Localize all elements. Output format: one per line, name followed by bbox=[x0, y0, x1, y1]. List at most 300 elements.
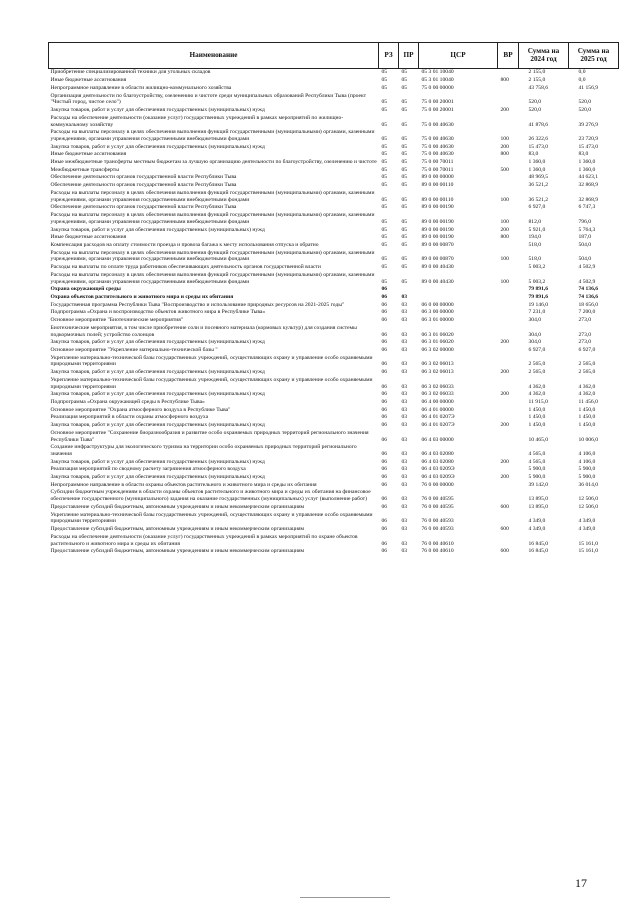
table-row bbox=[49, 548, 619, 556]
row-sum-2024: 2 565,0 bbox=[528, 361, 546, 368]
table-row bbox=[49, 204, 619, 212]
row-sum-2024: 4 362,0 bbox=[528, 391, 546, 398]
row-sum-2025: 5 900,0 bbox=[578, 466, 596, 473]
footer-rule bbox=[300, 897, 390, 898]
row-pr: 03 bbox=[401, 414, 408, 421]
table-row bbox=[49, 264, 619, 272]
row-pr: 03 bbox=[401, 481, 408, 488]
row-name: Закупка товаров, работ и услуг для обеспечения государственных (муниципальных) нужд bbox=[50, 422, 265, 428]
row-pr: 05 bbox=[401, 204, 408, 211]
row-vr bbox=[498, 533, 519, 548]
row-pr: 03 bbox=[401, 317, 408, 323]
row-csr: 75 0 00 40630 bbox=[421, 136, 454, 142]
row-sum-2025: 4 362,0 bbox=[578, 391, 596, 398]
document-page bbox=[48, 42, 618, 556]
row-sum-2025: 273,0 bbox=[578, 317, 592, 323]
row-csr: 06 0 00 00000 bbox=[421, 301, 454, 308]
row-vr bbox=[498, 182, 519, 190]
row-name: Обеспечение деятельности органов государственной власти Республики Тыва bbox=[50, 182, 237, 189]
row-vr bbox=[498, 92, 519, 107]
row-csr: 89 0 00 40430 bbox=[421, 264, 454, 271]
row-pr: 05 bbox=[401, 77, 408, 84]
row-csr: 75 0 00 70011 bbox=[421, 166, 454, 173]
row-name: Укрепление материально-технической базы государственных учреждений, осуществляющих охрану и управление особо охраняемыми природными территориями bbox=[50, 511, 373, 525]
row-name: Государственная программа Республики Тыва "Воспроизводство и использование природных ресурсов на 2021-2025 годы" bbox=[50, 301, 345, 308]
row-sum-2025: 6 747,3 bbox=[578, 204, 596, 211]
row-name: Реализация мероприятий в области охраны атмосферного воздуха bbox=[50, 414, 209, 421]
row-rz: 06 bbox=[381, 331, 388, 338]
row-rz: 05 bbox=[381, 278, 388, 285]
row-sum-2025: 15 161,0 bbox=[578, 548, 599, 555]
row-sum-2025: 32 868,9 bbox=[578, 196, 599, 203]
row-name: Непрограммное направление в области жилищно-коммунального хозяйства bbox=[50, 84, 232, 91]
row-name: Расходы на выплаты персоналу в целях обеспечения выполнения функций государственными (муниципальными) органами, казенными учреждениями, органами управления государственными внебюджетными фондами bbox=[50, 212, 375, 225]
row-name: Закупка товаров, работ и услуг для обеспечения государственных (муниципальных) нужд bbox=[50, 339, 265, 346]
row-vr: 800 bbox=[500, 234, 509, 241]
row-sum-2024: 83,0 bbox=[528, 151, 539, 158]
table-row bbox=[49, 429, 619, 444]
row-rz: 05 bbox=[381, 196, 388, 203]
row-sum-2024: 1 450,0 bbox=[528, 422, 546, 428]
table-row bbox=[49, 166, 619, 174]
row-sum-2024: 10 465,0 bbox=[528, 436, 549, 443]
row-vr bbox=[498, 69, 519, 77]
row-vr bbox=[498, 489, 519, 504]
row-vr: 500 bbox=[500, 166, 509, 173]
row-rz: 06 bbox=[381, 496, 388, 503]
row-name: Расходы на выплаты персоналу в целях обеспечения выполнения функций государственными (муниципальными) органами, казенными учреждениями, органами управления государственными внебюджетными фондами bbox=[50, 249, 375, 263]
row-rz: 06 bbox=[381, 293, 388, 300]
row-pr bbox=[399, 286, 419, 294]
row-name: Закупка товаров, работ и услуг для обеспечения государственных (муниципальных) нужд bbox=[50, 391, 265, 398]
row-name: Предоставление субсидий бюджетным, автономным учреждениям и иным некоммерческим организациям bbox=[50, 503, 305, 510]
row-csr: 06 4 03 02080 bbox=[421, 451, 454, 457]
row-sum-2024: 518,0 bbox=[528, 256, 542, 263]
row-name: Основное мероприятие "Укрепление материально-технической базы " bbox=[50, 346, 218, 353]
table-row bbox=[49, 301, 619, 309]
row-sum-2024: 5 900,0 bbox=[528, 466, 546, 473]
row-sum-2025: 0,0 bbox=[578, 77, 586, 84]
row-rz: 06 bbox=[381, 474, 388, 481]
row-csr: 06 4 01 0207Э bbox=[421, 414, 455, 421]
row-csr: 06 4 03 0209Э bbox=[421, 474, 455, 481]
table-row bbox=[49, 294, 619, 302]
row-rz: 06 bbox=[381, 414, 388, 421]
row-sum-2024: 520,0 bbox=[528, 107, 542, 113]
row-name: Охрана окружающей среды bbox=[50, 286, 121, 293]
row-vr: 600 bbox=[500, 548, 509, 555]
row-pr: 05 bbox=[401, 143, 408, 150]
row-csr: 76 0 00 40593 bbox=[421, 518, 454, 525]
row-sum-2024: 43 758,6 bbox=[528, 84, 549, 91]
row-rz: 06 bbox=[381, 286, 388, 293]
row-vr: 800 bbox=[500, 77, 509, 84]
table-row bbox=[49, 324, 619, 339]
row-pr: 05 bbox=[401, 69, 408, 76]
row-name: Организация деятельности по благоустройству, озеленению и чистоте среди муниципальных образований Республики Тыва (проект "Чистый город, чистое село") bbox=[50, 92, 367, 106]
row-vr bbox=[498, 406, 519, 414]
row-sum-2024: 5 003,2 bbox=[528, 264, 546, 271]
row-name: Обеспечение деятельности органов государственной власти Республики Тыва bbox=[50, 174, 237, 181]
row-vr: 200 bbox=[500, 226, 509, 233]
row-name: Создание инфраструктуры для экологического туризма на территории особо охраняемых природных территорий регионального значения bbox=[50, 444, 357, 457]
row-vr: 200 bbox=[500, 458, 509, 465]
row-pr: 05 bbox=[401, 218, 408, 225]
row-csr: 76 0 00 00000 bbox=[421, 481, 454, 488]
row-sum-2025: 1 360,0 bbox=[578, 166, 596, 173]
row-sum-2025: 6 927,0 bbox=[578, 346, 596, 353]
row-sum-2025: 0,0 bbox=[578, 69, 586, 76]
table-row bbox=[49, 481, 619, 489]
row-sum-2025: 187,0 bbox=[578, 234, 592, 241]
row-sum-2025: 74 136,6 bbox=[578, 286, 599, 293]
row-rz: 05 bbox=[381, 69, 388, 76]
header-csr: ЦСР bbox=[419, 43, 498, 69]
row-sum-2024: 304,0 bbox=[528, 339, 542, 346]
row-sum-2025: 273,0 bbox=[578, 339, 592, 346]
row-name: Основное мероприятие "Сохранение биоразнообразия и развитие особо охраняемых природных территорий регионального значения Республики Тыва" bbox=[50, 429, 369, 443]
row-name: Иные бюджетные ассигнования bbox=[50, 151, 127, 158]
row-sum-2025: 5 764,3 bbox=[578, 226, 596, 233]
row-sum-2025: 23 720,9 bbox=[578, 136, 599, 142]
row-vr bbox=[498, 301, 519, 309]
row-vr: 100 bbox=[500, 196, 509, 203]
row-pr: 03 bbox=[401, 518, 408, 525]
table-row bbox=[49, 474, 619, 482]
row-rz: 06 bbox=[381, 301, 388, 308]
row-sum-2024: 36 521,2 bbox=[528, 196, 549, 203]
table-row bbox=[49, 406, 619, 414]
row-sum-2025: 2 565,0 bbox=[578, 361, 596, 368]
row-csr: 06 3 01 06020 bbox=[421, 339, 454, 346]
row-sum-2025: 12 506,0 bbox=[578, 503, 599, 510]
row-name: Закупка товаров, работ и услуг для обеспечения государственных (муниципальных) нужд bbox=[50, 369, 265, 376]
row-csr: 06 4 03 0209Э bbox=[421, 466, 455, 473]
row-pr: 03 bbox=[401, 391, 408, 398]
row-pr: 05 bbox=[401, 121, 408, 128]
row-vr bbox=[498, 114, 519, 129]
row-rz: 05 bbox=[381, 143, 388, 150]
row-csr: 76 0 00 40595 bbox=[421, 503, 454, 510]
row-sum-2025: 4 349,0 bbox=[578, 526, 596, 533]
row-csr: 89 0 00 00110 bbox=[421, 196, 454, 203]
row-name: Укрепление материально-технической базы государственных учреждений, осуществляющих охрану и управление особо охраняемыми природными территориями bbox=[50, 376, 373, 390]
row-sum-2025: 520,0 bbox=[578, 107, 592, 113]
table-row bbox=[49, 489, 619, 504]
row-pr: 03 bbox=[401, 383, 408, 390]
row-sum-2024: 520,0 bbox=[528, 99, 542, 106]
row-sum-2025: 504,0 bbox=[578, 241, 592, 248]
row-pr: 05 bbox=[401, 196, 408, 203]
table-row bbox=[49, 286, 619, 294]
row-rz: 06 bbox=[381, 503, 388, 510]
row-sum-2024: 39 142,0 bbox=[528, 481, 549, 488]
row-vr bbox=[498, 354, 519, 369]
table-row bbox=[49, 159, 619, 167]
row-csr: 06 3 02 00000 bbox=[421, 346, 454, 353]
row-sum-2025: 504,0 bbox=[578, 256, 592, 263]
row-name: Компенсация расходов на оплату стоимости проезда и провоза багажа к месту использования отпуска и обратно bbox=[50, 241, 319, 248]
table-row bbox=[49, 414, 619, 422]
row-pr: 05 bbox=[401, 99, 408, 106]
row-csr: 06 3 00 00000 bbox=[421, 309, 454, 316]
row-sum-2024: 13 895,0 bbox=[528, 496, 549, 503]
row-rz: 06 bbox=[381, 540, 388, 547]
header-vr: ВР bbox=[498, 43, 519, 69]
row-sum-2025: 1 360,0 bbox=[578, 159, 596, 166]
row-rz: 06 bbox=[381, 518, 388, 525]
table-row bbox=[49, 174, 619, 182]
row-sum-2024: 41 878,6 bbox=[528, 121, 549, 128]
row-pr: 03 bbox=[401, 361, 408, 368]
row-vr: 100 bbox=[500, 136, 509, 142]
row-name: Расходы на выплаты по оплате труда работников обеспечивающих деятельность органов государственной власти bbox=[50, 264, 321, 271]
row-pr: 03 bbox=[401, 451, 408, 457]
row-name: Межбюджетные трансферты bbox=[50, 166, 119, 173]
row-name: Реализация мероприятий по сводному расчету загрязнения атмосферного воздуха bbox=[50, 466, 246, 473]
header-pr: ПР bbox=[399, 43, 419, 69]
row-sum-2024: 194,0 bbox=[528, 234, 542, 241]
table-row bbox=[49, 376, 619, 391]
table-row bbox=[49, 399, 619, 407]
row-rz: 05 bbox=[381, 107, 388, 113]
row-sum-2025: 1 450,0 bbox=[578, 422, 596, 428]
row-sum-2024: 16 845,0 bbox=[528, 540, 549, 547]
row-vr bbox=[498, 264, 519, 272]
row-vr bbox=[498, 309, 519, 317]
row-rz: 05 bbox=[381, 174, 388, 181]
row-name: Иные бюджетные ассигнования bbox=[50, 77, 127, 84]
row-pr: 05 bbox=[401, 151, 408, 158]
row-csr: 75 0 00 40630 bbox=[421, 151, 454, 158]
row-pr: 03 bbox=[401, 398, 408, 405]
row-csr: 06 3 02 06033 bbox=[421, 391, 454, 398]
row-csr: 06 3 02 06013 bbox=[421, 369, 454, 376]
row-csr: 06 4 01 00000 bbox=[421, 406, 454, 413]
row-sum-2024: 304,0 bbox=[528, 331, 542, 338]
row-pr: 05 bbox=[401, 136, 408, 142]
row-name: Основное мероприятие "Охрана атмосферного воздуха в Республике Тыва" bbox=[50, 406, 231, 413]
row-pr: 05 bbox=[401, 84, 408, 91]
table-row bbox=[49, 212, 619, 227]
table-row bbox=[49, 422, 619, 430]
row-vr: 200 bbox=[500, 339, 509, 346]
row-rz: 05 bbox=[381, 121, 388, 128]
row-sum-2025: 15 473,0 bbox=[578, 143, 599, 150]
row-pr: 03 bbox=[401, 293, 408, 300]
row-csr bbox=[419, 294, 498, 302]
table-row bbox=[49, 241, 619, 249]
row-pr: 03 bbox=[401, 496, 408, 503]
row-vr: 600 bbox=[500, 503, 509, 510]
row-pr: 05 bbox=[401, 174, 408, 181]
row-sum-2024: 6 927,0 bbox=[528, 204, 546, 211]
table-row bbox=[49, 189, 619, 204]
row-sum-2024: 26 322,6 bbox=[528, 136, 549, 142]
row-name: Иные бюджетные ассигнования bbox=[50, 234, 127, 241]
table-header-row bbox=[49, 43, 619, 69]
row-name: Подпрограмма «Охрана и воспроизводство объектов животного мира в Республике Тыва» bbox=[50, 309, 266, 316]
row-rz: 06 bbox=[381, 451, 388, 457]
table-row bbox=[49, 151, 619, 159]
row-sum-2024: 13 895,0 bbox=[528, 503, 549, 510]
row-name: Предоставление субсидий бюджетным, автономным учреждениям и иным некоммерческим организациям bbox=[50, 526, 305, 533]
row-csr: 89 0 00 00870 bbox=[421, 241, 454, 248]
row-sum-2024: 2 155,0 bbox=[528, 69, 546, 76]
row-sum-2025: 7 200,0 bbox=[578, 309, 596, 316]
row-name: Биотехнические мероприятия, в том числе приобретение соли и посевного материала (кормовых культур) для создания системы подкормочных полей; устройство солонцов bbox=[50, 324, 357, 338]
row-sum-2025: 18 656,0 bbox=[578, 301, 599, 308]
row-pr: 03 bbox=[401, 301, 408, 308]
row-rz: 05 bbox=[381, 136, 388, 142]
table-row bbox=[49, 84, 619, 92]
row-csr: 75 0 00 70011 bbox=[421, 159, 454, 166]
row-sum-2025: 1 450,0 bbox=[578, 406, 596, 413]
row-csr: 75 0 00 00000 bbox=[421, 84, 454, 91]
row-rz: 06 bbox=[381, 458, 388, 465]
row-sum-2024: 15 473,0 bbox=[528, 143, 549, 150]
row-pr: 05 bbox=[401, 159, 408, 166]
table-row bbox=[49, 354, 619, 369]
row-pr: 05 bbox=[401, 278, 408, 285]
row-vr bbox=[498, 429, 519, 444]
row-csr: 06 4 03 00000 bbox=[421, 436, 454, 443]
row-pr: 05 bbox=[401, 182, 408, 189]
row-rz: 06 bbox=[381, 422, 388, 428]
row-name: Расходы на выплаты персоналу в целях обеспечения выполнения функций государственными (муниципальными) органами, казенными учреждениями, органами управления государственными внебюджетными фондами bbox=[50, 129, 375, 142]
row-name: Расходы на выплаты персоналу в целях обеспечения выполнения функций государственными (муниципальными) органами, казенными учреждениями, органами управления государственными внебюджетными фондами bbox=[50, 189, 375, 203]
row-csr: 05 3 01 10040 bbox=[421, 69, 454, 76]
table-row bbox=[49, 339, 619, 347]
row-sum-2025: 4 106,0 bbox=[578, 451, 596, 457]
row-sum-2024: 16 845,0 bbox=[528, 548, 549, 555]
row-rz: 06 bbox=[381, 526, 388, 533]
row-vr: 200 bbox=[500, 369, 509, 376]
row-pr: 03 bbox=[401, 474, 408, 481]
table-row bbox=[49, 249, 619, 264]
row-csr: 89 0 00 40430 bbox=[421, 278, 454, 285]
row-vr: 800 bbox=[500, 151, 509, 158]
row-pr: 03 bbox=[401, 548, 408, 555]
row-sum-2025: 5 900,0 bbox=[578, 474, 596, 481]
table-row bbox=[49, 511, 619, 526]
row-pr: 03 bbox=[401, 526, 408, 533]
row-name: Иные межбюджетные трансферты местным бюджетам за лучшую организацию деятельности по благоустройству, озеленению и чистоте bbox=[50, 159, 377, 166]
row-sum-2025: 4 349,0 bbox=[578, 518, 596, 525]
row-vr bbox=[498, 294, 519, 302]
row-sum-2024: 4 362,0 bbox=[528, 383, 546, 390]
table-row bbox=[49, 526, 619, 534]
row-name: Приобретение специализированной техники для угольных складов bbox=[50, 69, 211, 76]
table-row bbox=[49, 143, 619, 151]
row-sum-2025: 520,0 bbox=[578, 99, 592, 106]
row-csr: 76 0 00 40595 bbox=[421, 496, 454, 503]
row-pr: 03 bbox=[401, 436, 408, 443]
row-name: Расходы на обеспечение деятельности (оказание услуг) государственных учреждений в рамках мероприятий по жилищно-коммунальному хозяйству bbox=[50, 114, 344, 128]
table-row bbox=[49, 129, 619, 144]
row-pr: 05 bbox=[401, 241, 408, 248]
row-csr: 89 0 00 00190 bbox=[421, 218, 454, 225]
row-rz: 06 bbox=[381, 383, 388, 390]
row-pr: 05 bbox=[401, 234, 408, 241]
table-row bbox=[49, 533, 619, 548]
row-sum-2024: 2 565,0 bbox=[528, 369, 546, 376]
table-row bbox=[49, 92, 619, 107]
row-sum-2025: 1 450,0 bbox=[578, 414, 596, 421]
row-rz: 05 bbox=[381, 182, 388, 189]
table-row bbox=[49, 317, 619, 325]
row-sum-2024: 36 521,2 bbox=[528, 182, 549, 189]
table-row bbox=[49, 77, 619, 85]
row-csr: 06 3 02 06013 bbox=[421, 361, 454, 368]
row-name: Укрепление материально-технической базы государственных учреждений, осуществляющих охрану и управление особо охраняемыми природными территориями bbox=[50, 354, 373, 368]
row-sum-2025: 4 502,9 bbox=[578, 264, 596, 271]
row-pr: 03 bbox=[401, 339, 408, 346]
row-csr: 06 4 03 02080 bbox=[421, 458, 454, 465]
table-row bbox=[49, 114, 619, 129]
row-vr: 200 bbox=[500, 474, 509, 481]
row-vr bbox=[498, 241, 519, 249]
row-sum-2025: 36 014,0 bbox=[578, 481, 599, 488]
row-sum-2024: 79 891,6 bbox=[528, 286, 549, 293]
row-pr: 05 bbox=[401, 264, 408, 271]
row-csr: 06 3 02 06033 bbox=[421, 383, 454, 390]
row-pr: 05 bbox=[401, 256, 408, 263]
row-csr: 89 0 00 00190 bbox=[421, 226, 454, 233]
row-rz: 05 bbox=[381, 99, 388, 106]
row-pr: 03 bbox=[401, 369, 408, 376]
row-name: Закупка товаров, работ и услуг для обеспечения государственных (муниципальных) нужд bbox=[50, 226, 265, 233]
row-name: Обеспечение деятельности органов государственной власти Республики Тыва bbox=[50, 204, 237, 211]
row-sum-2024: 79 891,6 bbox=[528, 293, 549, 300]
table-body bbox=[49, 69, 619, 556]
row-csr: 75 0 00 20001 bbox=[421, 99, 454, 106]
row-name: Субсидии бюджетным учреждениям в области охраны объектов растительного и животного мира и среды их обитания на финансовое обеспечение государственного (муниципального) задания на оказание государственных (муниципальных) услуг (выполнение работ) bbox=[50, 489, 371, 503]
table-row bbox=[49, 271, 619, 286]
row-rz: 06 bbox=[381, 398, 388, 405]
table-row bbox=[49, 391, 619, 399]
row-sum-2025: 4 362,0 bbox=[578, 383, 596, 390]
row-name: Охрана объектов растительного и животного мира и среды их обитания bbox=[50, 293, 234, 300]
row-sum-2024: 5 003,2 bbox=[528, 278, 546, 285]
row-sum-2024: 4 349,0 bbox=[528, 518, 546, 525]
header-name: Наименование bbox=[49, 43, 379, 69]
row-vr bbox=[498, 399, 519, 407]
table-row bbox=[49, 182, 619, 190]
row-sum-2025: 273,0 bbox=[578, 331, 592, 338]
table-row bbox=[49, 444, 619, 459]
row-csr: 76 0 00 40610 bbox=[421, 540, 454, 547]
row-sum-2024: 5 921,0 bbox=[528, 226, 546, 233]
row-vr bbox=[498, 159, 519, 167]
row-rz: 06 bbox=[381, 317, 388, 323]
header-sum-2025: Сумма на 2025 год bbox=[569, 43, 619, 69]
row-sum-2024: 2 155,0 bbox=[528, 77, 546, 84]
row-name: Закупка товаров, работ и услуг для обеспечения государственных (муниципальных) нужд bbox=[50, 474, 265, 481]
row-rz: 06 bbox=[381, 436, 388, 443]
header-rz: РЗ bbox=[379, 43, 399, 69]
table-row bbox=[49, 369, 619, 377]
table-row bbox=[49, 346, 619, 354]
row-rz: 05 bbox=[381, 234, 388, 241]
row-rz: 05 bbox=[381, 204, 388, 211]
row-pr: 03 bbox=[401, 422, 408, 428]
row-sum-2025: 11 456,0 bbox=[578, 398, 598, 405]
row-vr bbox=[498, 466, 519, 474]
row-csr: 06 4 01 0207Э bbox=[421, 422, 455, 428]
row-sum-2024: 1 450,0 bbox=[528, 406, 546, 413]
row-csr bbox=[419, 286, 498, 294]
